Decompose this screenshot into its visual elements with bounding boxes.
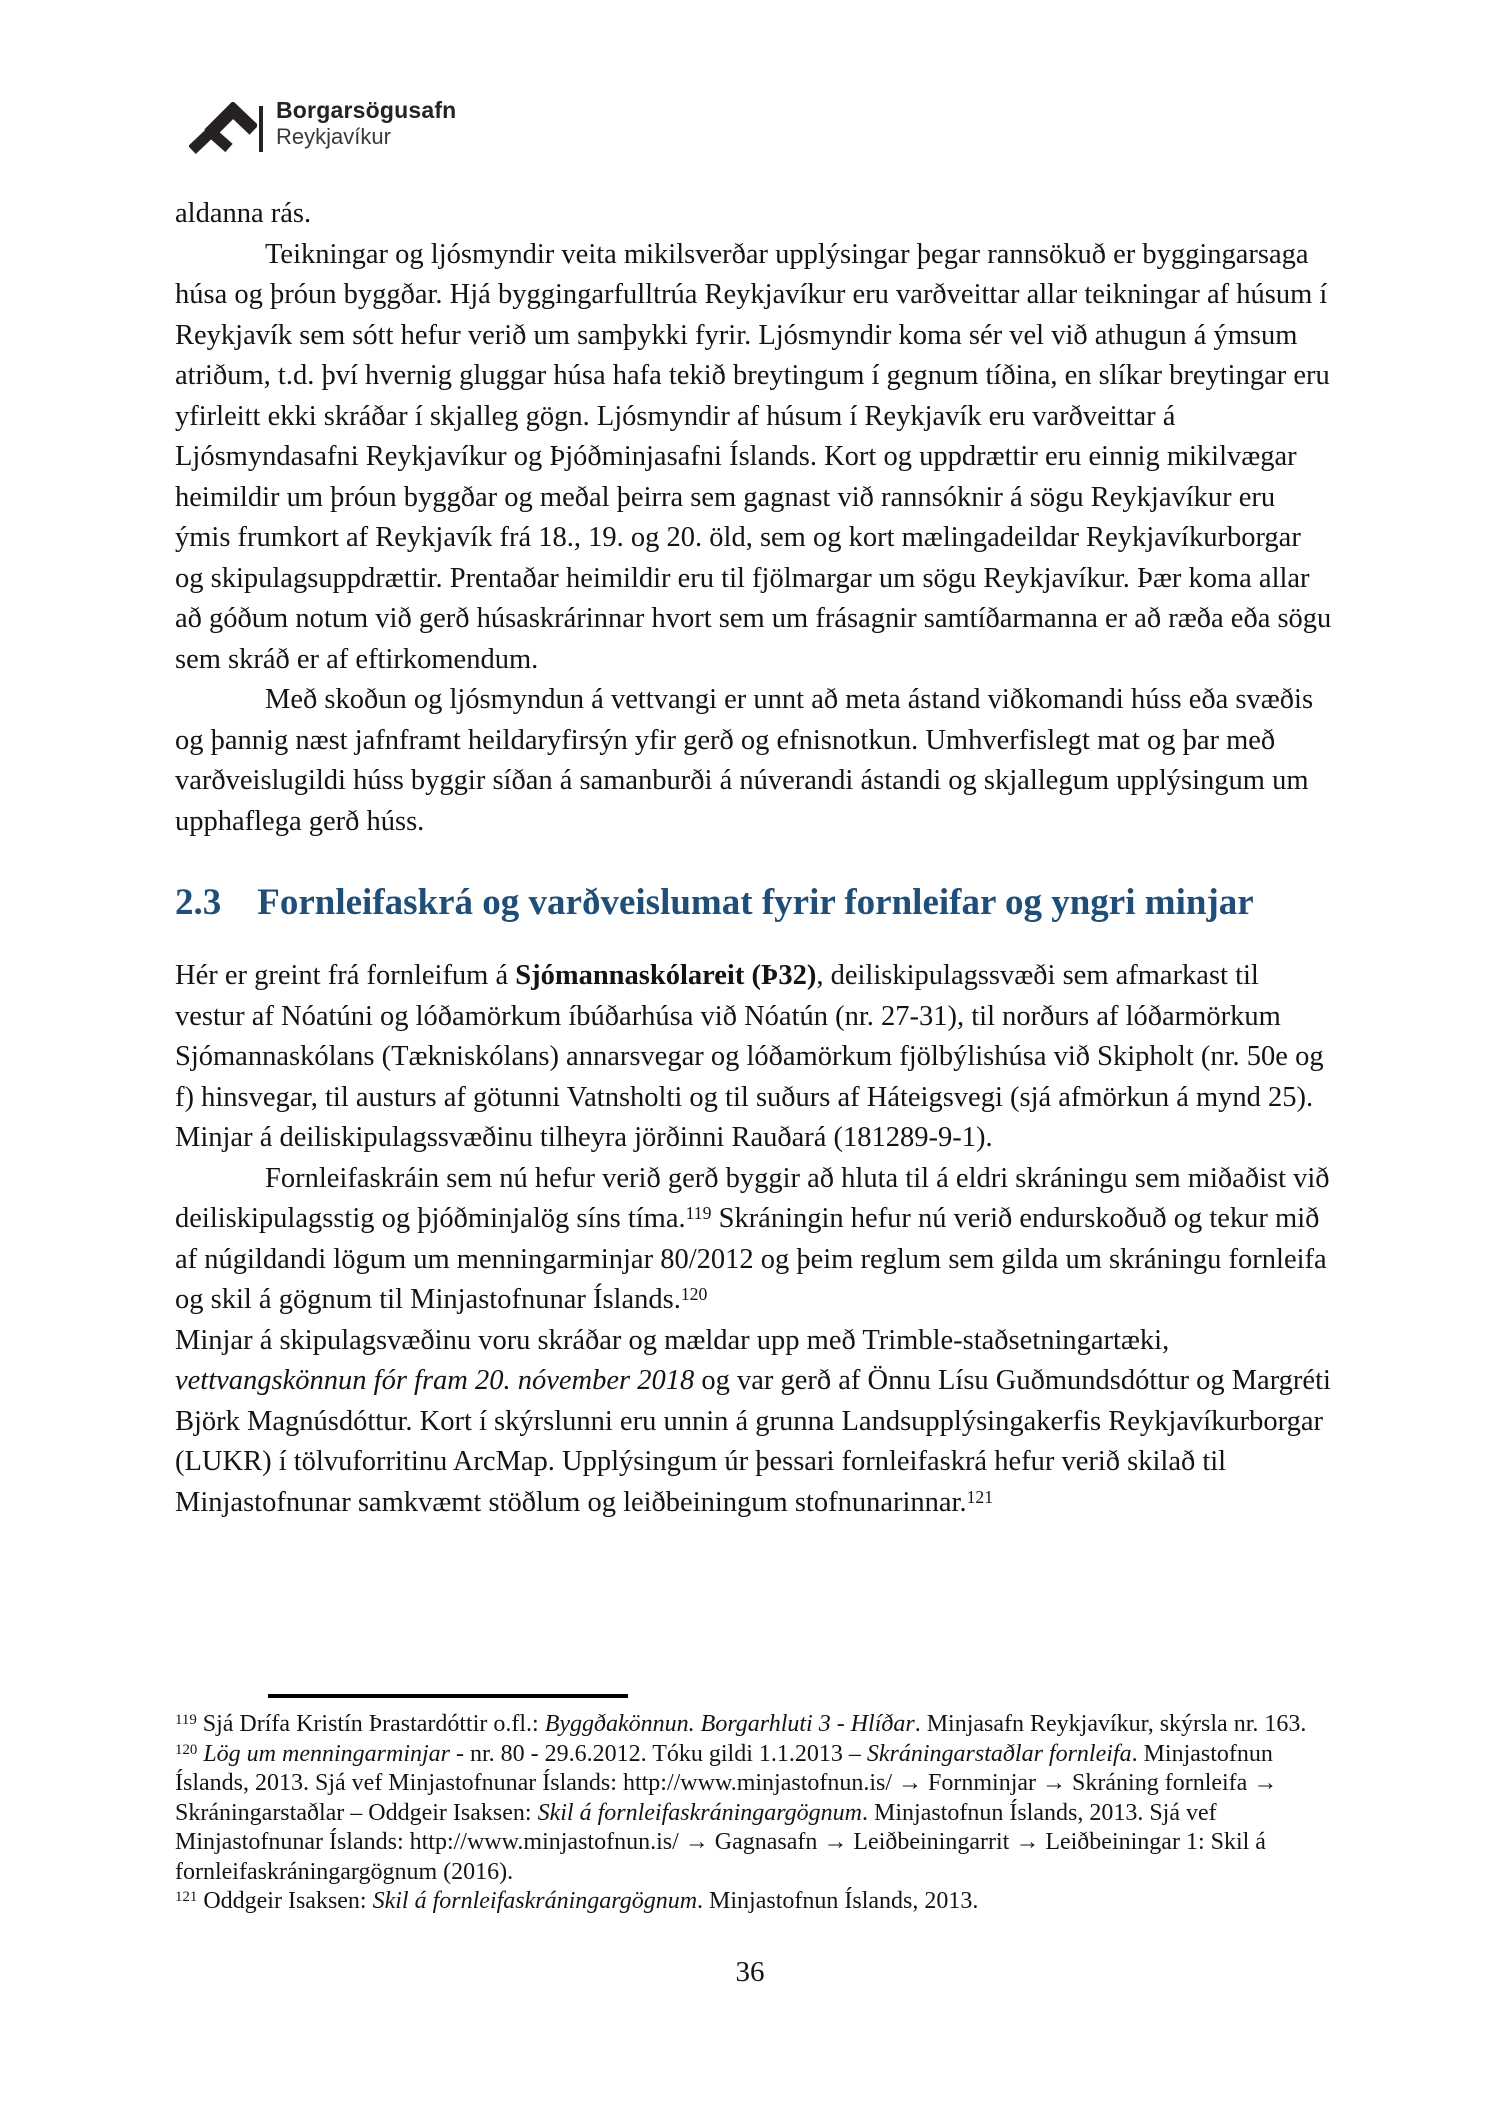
text-run: vettvangskönnun fór fram 20. nóvember 2018 bbox=[175, 1365, 695, 1396]
paragraph bbox=[175, 680, 1332, 842]
footnote-marker: 119 bbox=[175, 1712, 197, 1729]
arrow-glyph: → bbox=[898, 1770, 923, 1796]
footnote-marker: 121 bbox=[175, 1889, 198, 1906]
text-run: . Minjastofnun Íslands, 2013. Sjá vef Minjastofnunar Íslands: http://www.minjastofnun.is/ bbox=[175, 1740, 1273, 1796]
footnotes-section bbox=[175, 1694, 1332, 1917]
logo-divider bbox=[259, 106, 263, 152]
text-run: Minjar á skipulagsvæðinu voru skráðar og mældar upp með Trimble-staðsetningartæki, bbox=[175, 1324, 1170, 1356]
text-run: og var gerð af Önnu Lísu Guðmundsdóttur og Margréti Björk Magnúsdóttur. Kort í skýrslunni eru unnin á grunna Landsupplýsingakerfis Reykjavíkurborgar (LUKR) í tölvuforritinu ArcMap. Upplýsingum úr þessari fornleifaskrá hefur verið skilað til Minjastofnunar samkvæmt stöðlum og leiðbeiningum stofnunarinnar. bbox=[175, 1365, 1331, 1518]
text-run: , deiliskipulagssvæði sem afmarkast til vestur af Nóatúni og lóðamörkum íbúðarhúsa við Nóatún (nr. 27-31), til norðurs af lóðarmörkum Sjómannaskólans (Tækniskólans) annarsvegar og lóðamörkum fjölbýlishúsa við Skipholt (nr. 50e og f) hinsvegar, til austurs af götunni Vatnsholti og til suðurs af Háteigsvegi (sjá afmörkun á mynd 25). Minjar á deiliskipulagssvæðinu tilheyra jörðinni Rauðará (181289-9-1). bbox=[175, 960, 1324, 1153]
footnote-ref: 119 bbox=[685, 1203, 712, 1224]
text-run: - nr. 80 - 29.6.2012. Tóku gildi 1.1.2013 – bbox=[450, 1740, 867, 1767]
logo-subtitle: Reykjavíkur bbox=[276, 124, 391, 149]
arrow-glyph: → bbox=[1042, 1770, 1067, 1796]
paragraph bbox=[175, 956, 1332, 1159]
text-run: aldanna rás. bbox=[175, 198, 312, 229]
text-run: . Minjasafn Reykjavíkur, skýrsla nr. 163. bbox=[914, 1711, 1307, 1737]
page-number: 36 bbox=[735, 1956, 765, 1988]
footnote bbox=[175, 1887, 1332, 1917]
text-run: Hér er greint frá fornleifum á bbox=[175, 960, 516, 991]
text-run: . Minjastofnun Íslands, 2013. bbox=[697, 1888, 979, 1914]
text-run: Skráningarstaðlar – Oddgeir Isaksen: bbox=[175, 1799, 538, 1826]
section-heading bbox=[175, 880, 1332, 926]
paragraph bbox=[175, 235, 1332, 681]
footnote-text bbox=[197, 1888, 978, 1914]
footnote-text bbox=[197, 1711, 1307, 1737]
text-run: Fornminjar bbox=[922, 1770, 1043, 1796]
text-run: Sjá Drífa Kristín Þrastardóttir o.fl.: bbox=[196, 1711, 545, 1737]
section-number: 2.3 bbox=[175, 882, 222, 923]
text-run: Með skoðun og ljósmyndun á vettvangi er unnt að meta ástand viðkomandi húss eða svæðis og þannig næst jafnframt heildaryfirsýn yfir gerð og efnisnotkun. Umhverfislegt mat og þar með varðveislugildi húss byggir síðan á samanburði á núverandi ástandi og skjallegum upplýsingum um upphaflega gerð húss. bbox=[175, 684, 1314, 837]
text-run: Leiðbeiningar 1: Skil á fornleifaskráningargögnum (2016). bbox=[175, 1829, 1266, 1885]
text-run: Oddgeir Isaksen: bbox=[197, 1888, 373, 1914]
footnote-separator bbox=[268, 1694, 628, 1698]
text-run: Fornleifaskráin sem nú hefur verið gerð byggir að hluta til á eldri skráningu sem miðaðist við deiliskipulagsstig og þjóðminjalög síns tíma. bbox=[175, 1162, 1330, 1234]
text-run: Byggðakönnun. Borgarhluti 3 - Hlíðar bbox=[544, 1711, 915, 1737]
footnote bbox=[175, 1740, 1332, 1888]
paragraph-continuation bbox=[175, 194, 1332, 235]
text-run: Skil á fornleifaskráningargögnum bbox=[372, 1888, 698, 1914]
arrow-glyph: → bbox=[684, 1829, 709, 1855]
footnote-ref: 120 bbox=[680, 1284, 708, 1305]
text-run: Teikningar og ljósmyndir veita mikilsverðar upplýsingar þegar rannsökuð er byggingarsaga húsa og þróun byggðar. Hjá byggingarfulltrúa Reykjavíkur eru varðveittar allar teikningar af húsum í Reykjavík sem sótt hefur verið um samþykki fyrir. Ljósmyndir koma sér vel við athugun á ýmsum atriðum, t.d. því hvernig gluggar húsa hafa tekið breytingum í gegnum tíðina, en slíkar breytingar eru yfirleitt ekki skráðar í skjalleg gögn. Ljósmyndir af húsum í Reykjavík eru varðveittar á Ljósmyndasafni Reykjavíkur og Þjóðminjasafni Íslands. Kort og uppdrættir eru einnig mikilvægar heimildir um þróun byggðar og meðal þeirra sem gagnast við rannsóknir á sögu Reykjavíkur eru ýmis frumkort af Reykjavík frá 18., 19. og 20. öld, sem og kort mælingadeildar Reykjavíkurborgar og skipulagsuppdrættir. Prentaðar heimildir eru til fjölmargar um sögu Reykjavíkur. Þær koma allar að góðum notum við gerð húsaskrárinnar hvort sem um frásagnir samtíðarmanna er að ræða eða sögu sem skráð er af eftirkomendum. bbox=[175, 238, 1332, 675]
text-run: Skráning fornleifa bbox=[1066, 1770, 1254, 1796]
header-logo bbox=[276, 96, 456, 150]
logo-title: Borgarsögusafn bbox=[276, 97, 457, 123]
footnote bbox=[175, 1710, 1332, 1740]
footnote-text bbox=[175, 1741, 1277, 1885]
paragraph bbox=[175, 1321, 1332, 1524]
text-run: Leiðbeiningarrit bbox=[847, 1829, 1016, 1855]
arrow-glyph: → bbox=[1253, 1770, 1278, 1796]
footnote-ref: 121 bbox=[966, 1486, 994, 1507]
paragraph bbox=[175, 1159, 1332, 1321]
mountain-chevrons-icon bbox=[189, 102, 257, 154]
section-title: Fornleifaskrá og varðveislumat fyrir fornleifar og yngri minjar bbox=[257, 882, 1254, 923]
text-run: . Minjastofnun Íslands, 2013. Sjá vef Minjastofnunar Íslands: http://www.minjastofnun.is/ bbox=[175, 1799, 1217, 1855]
arrow-glyph: → bbox=[823, 1829, 848, 1855]
text-run: Gagnasafn bbox=[708, 1829, 824, 1855]
page-body bbox=[175, 194, 1332, 1523]
text-run: Skráningarstaðlar fornleifa bbox=[866, 1740, 1132, 1767]
text-run: Sjómannaskólareit (Þ32) bbox=[515, 960, 817, 991]
text-run: Skráningin hefur nú verið endurskoðuð og tekur mið af núgildandi lögum um menningarminjar 80/2012 og þeim reglum sem gilda um skráningu fornleifa og skil á gögnum til Minjastofnunar Íslands. bbox=[175, 1203, 1327, 1315]
text-run: Lög um menningarminjar bbox=[203, 1740, 450, 1767]
arrow-glyph: → bbox=[1015, 1829, 1040, 1855]
text-run: Skil á fornleifaskráningargögnum bbox=[537, 1799, 863, 1826]
footnote-marker: 120 bbox=[175, 1741, 198, 1758]
